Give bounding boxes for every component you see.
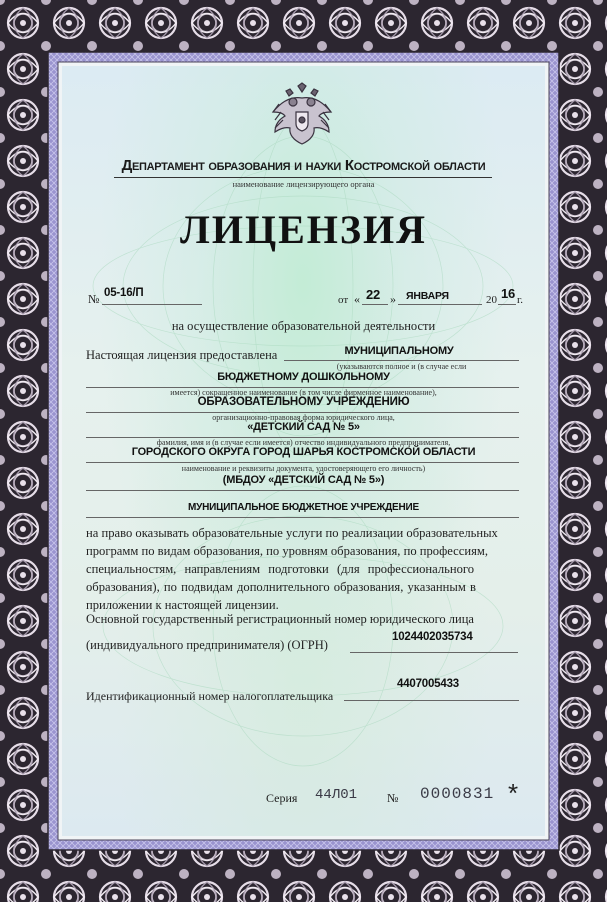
rights-line-3: специальностям, направлениям подготовки (для профессионального xyxy=(86,562,475,576)
date-year-suffix: 16 xyxy=(501,286,516,301)
grantee-underline-5 xyxy=(86,462,519,463)
inn-value: 4407005433 xyxy=(397,678,459,690)
series-value: 44Л01 xyxy=(315,787,358,803)
inn-label: Идентификационный номер налогоплательщика xyxy=(86,689,334,703)
license-number: 05-16/П xyxy=(104,287,144,299)
series-label: Серия xyxy=(266,791,298,805)
rights-line-1: на право оказывать образовательные услуги по реализации образовательных xyxy=(86,526,498,540)
grantee-hint-4: фамилия, имя и (в случае если имеется) отчество индивидуального предпринимателя, xyxy=(156,438,451,447)
star-mark: * xyxy=(508,778,519,808)
grantee-line-7: МУНИЦИПАЛЬНОЕ БЮДЖЕТНОЕ УЧРЕЖДЕНИЕ xyxy=(188,502,419,513)
grantee-line-5: ГОРОДСКОГО ОКРУГА ГОРОД ШАРЬЯ КОСТРОМСКОЙ ОБЛАСТИ xyxy=(131,446,476,458)
series-number: 0000831 xyxy=(420,785,495,803)
date-open-quote: « xyxy=(354,292,360,306)
page-title: ЛИЦЕНЗИЯ xyxy=(180,207,427,252)
date-year-prefix: 20 xyxy=(486,294,497,306)
coat-of-arms-emblem xyxy=(267,82,337,148)
license-paper xyxy=(62,66,545,836)
grantee-line-2: БЮДЖЕТНОМУ ДОШКОЛЬНОМУ xyxy=(217,371,390,383)
rights-line-5: приложении к настоящей лицензии. xyxy=(86,598,279,612)
license-purpose: на осуществление образовательной деятельности xyxy=(171,319,436,333)
inn-underline xyxy=(344,700,519,701)
ogrn-value: 1024402035734 xyxy=(392,631,473,643)
number-prefix: № xyxy=(88,292,100,306)
grantee-line-1: МУНИЦИПАЛЬНОМУ xyxy=(344,345,454,357)
licensing-authority-name: Департамент образования и науки Костромской области xyxy=(121,157,486,174)
date-day: 22 xyxy=(366,287,381,302)
rights-line-4: образования), по подвидам дополнительного образования, указанным в xyxy=(86,580,476,594)
month-underline xyxy=(398,304,482,305)
grantee-hint-1: (указываются полное и (в случае если xyxy=(336,362,467,371)
date-close-quote: » xyxy=(390,292,396,306)
grantee-line-4: «ДЕТСКИЙ САД № 5» xyxy=(247,421,360,433)
grantee-underline-6 xyxy=(86,490,519,491)
grantee-underline-1 xyxy=(284,360,519,361)
number-underline xyxy=(102,304,202,305)
date-from-label: от xyxy=(338,294,349,306)
day-underline xyxy=(362,304,388,305)
rights-line-2: программ по видам образования, по уровням образования, по профессиям, xyxy=(86,544,488,558)
grantee-line-3: ОБРАЗОВАТЕЛЬНОМУ УЧРЕЖДЕНИЮ xyxy=(197,396,410,408)
authority-hint: наименование лицензирующего органа xyxy=(232,179,375,189)
ogrn-label-2: (индивидуального предпринимателя) (ОГРН) xyxy=(86,638,328,652)
date-year-unit: г. xyxy=(517,294,524,306)
ogrn-label-1: Основной государственный регистрационный номер юридического лица xyxy=(86,612,474,626)
ogrn-underline xyxy=(350,652,518,653)
grantee-hint-3: организационно-правовая форма юридического лица, xyxy=(212,413,395,422)
authority-underline xyxy=(114,177,492,178)
grantee-underline-7 xyxy=(86,517,519,518)
year-underline xyxy=(498,304,516,305)
grantee-hint-5: наименование и реквизиты документа, удостоверяющего его личность) xyxy=(181,464,426,473)
series-number-label: № xyxy=(387,791,399,805)
grantee-intro: Настоящая лицензия предоставлена xyxy=(86,348,278,362)
grantee-hint-2: имеется) сокращенное наименование (в том числе фирменное наименование), xyxy=(170,388,437,397)
grantee-line-6: (МБДОУ «ДЕТСКИЙ САД № 5») xyxy=(222,474,385,486)
date-month: ЯНВАРЯ xyxy=(406,290,449,302)
